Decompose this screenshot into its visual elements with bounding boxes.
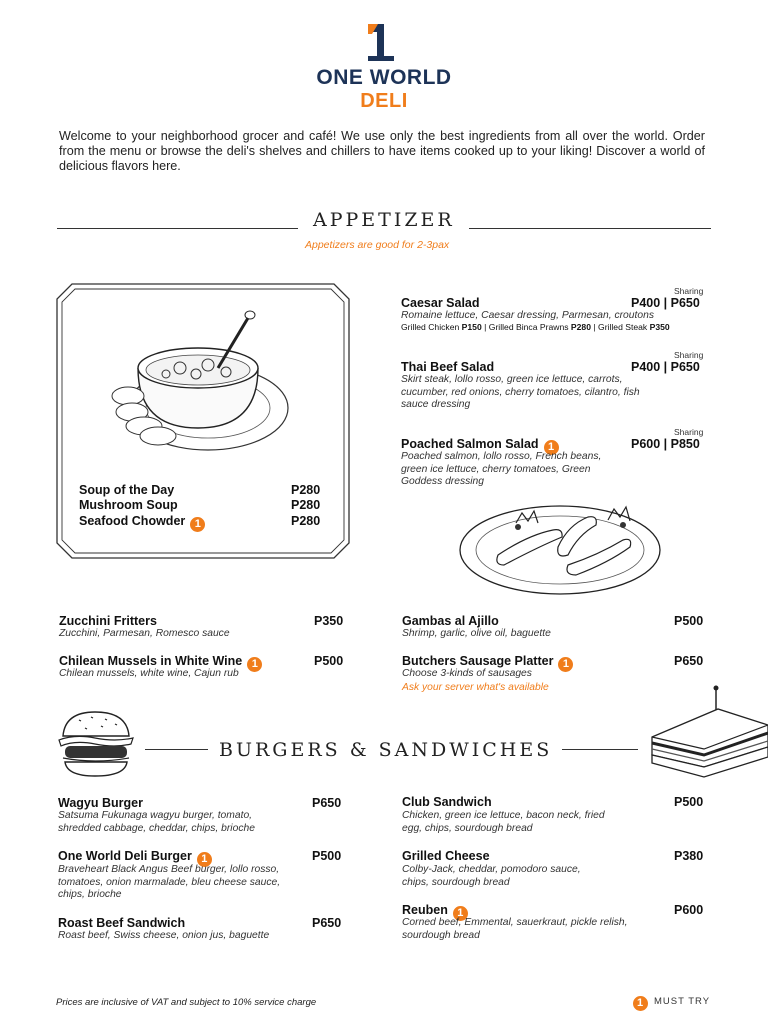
menu-item-name-must-try: Reuben 1 — [402, 903, 468, 921]
menu-item-price: P600 — [674, 903, 704, 917]
menu-item-name-must-try: One World Deli Burger 1 — [58, 849, 212, 867]
sharing-label: Sharing — [674, 350, 704, 360]
menu-item-price: P400 | P650 — [631, 360, 700, 374]
burger-illustration — [55, 708, 137, 780]
menu-item-desc: Choose 3-kinds of sausages — [402, 668, 532, 679]
menu-item-name: Thai Beef Salad — [401, 360, 495, 374]
section-title-appetizer: APPETIZER — [313, 209, 455, 231]
appetizer-subtitle: Appetizers are good for 2-3pax — [305, 239, 450, 251]
sandwich-illustration — [648, 685, 768, 783]
menu-item-price: P280 — [291, 514, 321, 528]
menu-item-desc: Shrimp, garlic, olive oil, baguette — [402, 628, 551, 639]
sharing-label: Sharing — [674, 286, 704, 296]
addon-list: Grilled Chicken P150 | Grilled Binca Prawns P280 | Grilled Steak P350 — [401, 322, 670, 332]
section-divider — [562, 749, 638, 750]
must-try-icon: 1 — [544, 440, 559, 455]
menu-item-desc: Colby-Jack, cheddar, pomodoro sauce, chips, sourdough bread — [402, 864, 581, 888]
menu-item-name: Soup of the Day — [79, 483, 175, 497]
menu-item-desc: Roast beef, Swiss cheese, onion jus, baguette — [58, 930, 270, 941]
menu-item-desc: Zucchini, Parmesan, Romesco sauce — [59, 628, 230, 639]
menu-item-price: P500 — [314, 654, 344, 668]
logo-mark-icon — [364, 22, 400, 62]
menu-item-price: P650 — [674, 654, 704, 668]
must-try-legend: 1 MUST TRY — [633, 996, 710, 1011]
section-title-burgers: BURGERS & SANDWICHES — [219, 739, 553, 761]
footer-note: Prices are inclusive of VAT and subject to 10% service charge — [56, 997, 317, 1008]
menu-item-name: Mushroom Soup — [79, 498, 178, 512]
menu-item-desc: Braveheart Black Angus Beef burger, lollo rosso, tomatoes, onion marmalade, bleu cheese sauce, chips, brioche — [58, 864, 281, 900]
menu-item-name: Zucchini Fritters — [59, 614, 157, 628]
menu-item-price: P500 — [674, 795, 704, 809]
menu-item-price: P350 — [314, 614, 344, 628]
sharing-label: Sharing — [674, 427, 704, 437]
menu-item-price: P380 — [674, 849, 704, 863]
menu-item-name: Wagyu Burger — [58, 796, 143, 810]
menu-item-name: Club Sandwich — [402, 795, 492, 809]
menu-item-desc: Skirt steak, lollo rosso, green ice lettuce, carrots, cucumber, red onions, cherry tomatoes, cilantro, fish sauce dressing — [401, 374, 640, 410]
menu-item-price: P400 | P650 — [631, 296, 700, 310]
must-try-icon: 1 — [197, 852, 212, 867]
menu-item-price: P280 — [291, 483, 321, 497]
menu-item-price: P600 | P850 — [631, 437, 700, 451]
menu-item-name: Roast Beef Sandwich — [58, 916, 186, 930]
menu-item-price: P500 — [674, 614, 704, 628]
menu-item-price: P650 — [312, 916, 342, 930]
menu-item-price: P500 — [312, 849, 342, 863]
brand-subname: DELI — [360, 90, 408, 112]
menu-item-desc: Chilean mussels, white wine, Cajun rub — [59, 668, 239, 679]
must-try-icon: 1 — [558, 657, 573, 672]
menu-item-name: Grilled Cheese — [402, 849, 490, 863]
soup-bowl-illustration — [108, 310, 293, 460]
menu-item-price: P280 — [291, 498, 321, 512]
menu-item-price: P650 — [312, 796, 342, 810]
menu-item-name: Caesar Salad — [401, 296, 480, 310]
menu-item-name-must-try: Chilean Mussels in White Wine 1 — [59, 654, 262, 672]
menu-item-name-must-try: Seafood Chowder 1 — [79, 514, 205, 532]
intro-text: Welcome to your neighborhood grocer and café! We use only the best ingredients from all over the world. Order from the menu or browse the deli's shelves and chillers to have items cooked up to your liking! Discover a world of delicious flavors here. — [59, 129, 705, 173]
sausage-plate-illustration — [458, 495, 663, 600]
menu-item-note: Ask your server what's available — [402, 682, 549, 693]
section-divider — [145, 749, 208, 750]
must-try-icon: 1 — [633, 996, 648, 1011]
menu-item-name: Gambas al Ajillo — [402, 614, 499, 628]
menu-item-desc: Poached salmon, lollo rosso, French beans, green ice lettuce, cherry tomatoes, Green Goddess dressing — [401, 451, 602, 487]
menu-item-desc: Corned beef, Emmental, sauerkraut, pickle relish, sourdough bread — [402, 917, 628, 941]
brand-name: ONE WORLD — [316, 66, 452, 89]
section-divider — [469, 228, 711, 229]
menu-item-name-must-try: Butchers Sausage Platter 1 — [402, 654, 573, 672]
section-divider — [57, 228, 298, 229]
menu-item-desc: Romaine lettuce, Caesar dressing, Parmesan, croutons — [401, 310, 654, 321]
must-try-icon: 1 — [247, 657, 262, 672]
menu-item-desc: Satsuma Fukunaga wagyu burger, tomato, shredded cabbage, cheddar, chips, brioche — [58, 810, 255, 834]
must-try-icon: 1 — [453, 906, 468, 921]
menu-item-desc: Chicken, green ice lettuce, bacon neck, fried egg, chips, sourdough bread — [402, 810, 605, 834]
menu-item-name-must-try: Poached Salmon Salad 1 — [401, 437, 559, 455]
must-try-icon: 1 — [190, 517, 205, 532]
